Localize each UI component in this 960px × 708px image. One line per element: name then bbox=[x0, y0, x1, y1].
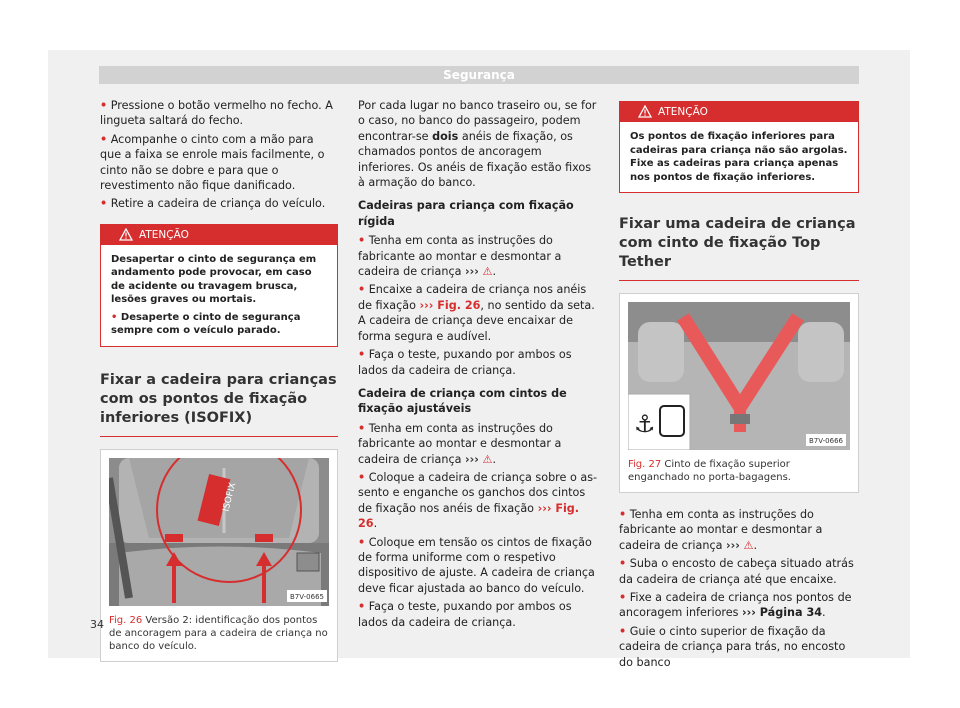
page-header: Segurança bbox=[99, 66, 859, 84]
bullet-text: Tenha em conta as instruções do fabricante ao montar e desmontar a cadeira de criança bbox=[619, 508, 823, 552]
bullet-end: . bbox=[822, 606, 826, 620]
top-tether-illustration bbox=[628, 302, 850, 450]
bullet-text: Faça o teste, puxando por ambos os lados da cadeira de criança. bbox=[358, 600, 572, 629]
intro-bold: dois bbox=[432, 129, 459, 143]
bullet-end: . bbox=[492, 452, 497, 466]
figure-26-image bbox=[109, 458, 329, 606]
bullet-text: Guie o cinto superior de fixação da cadeira de criança para trás, no encosto do banco bbox=[619, 624, 846, 669]
warning-box bbox=[100, 224, 338, 347]
figure-26 bbox=[100, 449, 338, 662]
bullet-text: Coloque a cadeira de criança sobre o assento e enganche os ganchos dos cintos de fixação nos anéis de fixação bbox=[358, 470, 598, 515]
figure-reference-link[interactable]: ››› Fig. 26 bbox=[419, 298, 481, 312]
page-reference-link[interactable]: ››› Página 34 bbox=[742, 606, 823, 620]
seat-isofix-illustration bbox=[109, 458, 329, 606]
figure-27-image bbox=[628, 302, 850, 450]
bullet-text: Pressione o botão vermelho no fecho. A lingueta saltará do fecho. bbox=[100, 99, 333, 128]
isofix-tag: ISOFIX bbox=[221, 481, 239, 513]
bullet-item: • Coloque em tensão os cintos de fixação de forma uniforme com o respetivo dispositivo de ajuste. A cadeira de criança deve ficar ajustada ao banco do veículo. bbox=[358, 535, 595, 595]
warning-box bbox=[619, 101, 859, 193]
subheading-adjustable: Cadeira de criança com cintos de fixação ajustáveis bbox=[358, 386, 567, 416]
reference-link[interactable]: ››› bbox=[465, 452, 479, 466]
bullet-text: Tenha em conta as instruções do fabricante ao montar e desmontar a cadeira de criança bbox=[358, 421, 562, 466]
warning-icon bbox=[638, 105, 652, 118]
figure-reference-link[interactable]: ››› Fig. 26 bbox=[358, 501, 580, 531]
warning-header bbox=[101, 225, 337, 245]
figure-26-caption bbox=[109, 614, 329, 653]
bullet-item: • Pressione o botão vermelho no fecho. A lingueta saltará do fecho. bbox=[100, 99, 333, 128]
warning-ref-icon: ⚠ bbox=[482, 265, 493, 279]
bullet-item: • Coloque a cadeira de criança sobre o assento e enganche os ganchos dos cintos de fixação nos anéis de fixação ››› Fig. 26. bbox=[358, 470, 598, 531]
intro-text: Por cada lugar no banco traseiro ou, se for o caso, no banco do passageiro, podem encontrar-se bbox=[358, 99, 597, 143]
bullet-item: • Faça o teste, puxando por ambos os lados da cadeira de criança. bbox=[358, 348, 572, 377]
warning-bullet-text: Desaperte o cinto de segurança sempre com o veículo parado. bbox=[111, 311, 301, 337]
bullet-item: • Fixe a cadeira de criança nos pontos de ancoragem inferiores ››› Página 34. bbox=[619, 591, 852, 620]
warning-body bbox=[620, 122, 858, 192]
warning-ref-icon: ⚠ bbox=[743, 538, 754, 552]
bullet-item: • Acompanhe o cinto com a mão para que a faixa se enrole mais facilmente, o cinto não se dobre e para que o revestimento não fique danificado. bbox=[100, 132, 325, 193]
figure-code: B7V-0666 bbox=[809, 437, 843, 445]
bullet-item: • Retire a cadeira de criança do veículo. bbox=[100, 197, 326, 211]
intro-text: anéis de fixação, os chamados pontos de ancoragem inferiores. Os anéis de fixação estão fixos à armação do banco. bbox=[358, 129, 592, 190]
figure-code: B7V-0665 bbox=[290, 592, 324, 601]
bullet-item: • Tenha em conta as instruções do fabricante ao montar e desmontar a cadeira de criança ››› ⚠. bbox=[619, 508, 823, 552]
bullet-item: • Guie o cinto superior de fixação da cadeira de criança para trás, no encosto do banco bbox=[619, 624, 846, 669]
warning-body bbox=[101, 245, 337, 346]
column-middle bbox=[358, 98, 600, 633]
warning-label: ATENÇÃO bbox=[139, 228, 189, 241]
figure-label: Fig. 26 bbox=[109, 614, 143, 626]
warning-header bbox=[620, 102, 858, 122]
bullet-text: Coloque em tensão os cintos de fixação de forma uniforme com o respetivo dispositivo de ajuste. A cadeira de criança deve ficar ajustada ao banco do veículo. bbox=[358, 535, 595, 595]
bullet-end: . bbox=[373, 517, 378, 531]
bullet-end: . bbox=[753, 538, 758, 552]
section-title-top-tether: Fixar uma cadeira de criança com cinto de fixação Top Tether bbox=[619, 215, 859, 281]
bullet-text: Encaixe a cadeira de criança nos anéis de fixação bbox=[358, 283, 587, 312]
figure-label: Fig. 27 bbox=[628, 459, 662, 470]
column-left bbox=[100, 98, 338, 662]
bullet-item: • Tenha em conta as instruções do fabricante ao montar e desmontar a cadeira de criança ››› ⚠. bbox=[358, 421, 562, 466]
bullet-text: Retire a cadeira de criança do veículo. bbox=[110, 197, 326, 211]
warning-ref-icon: ⚠ bbox=[482, 452, 493, 466]
column-right bbox=[619, 98, 859, 673]
warning-text: Desapertar o cinto de segurança em andamento pode provocar, em caso de acidente ou travagem brusca, lesões graves ou mortais. bbox=[111, 253, 317, 306]
warning-text: Os pontos de fixação inferiores para cadeiras para criança não são argolas. Fixe as cadeiras para criança apenas nos pontos de fixação inferiores. bbox=[630, 131, 848, 183]
subheading-rigid: Cadeiras para criança com fixação rígida bbox=[358, 199, 574, 228]
bullet-text: Suba o encosto de cabeça situado atrás da cadeira de criança até que encaixe. bbox=[619, 557, 854, 586]
warning-label: ATENÇÃO bbox=[658, 106, 708, 118]
bullet-end: , no sentido da seta. A cadeira de criança deve encaixar de forma segura e audível. bbox=[358, 298, 595, 343]
warning-icon bbox=[119, 228, 133, 241]
tether-instructions bbox=[619, 507, 859, 670]
bullet-item: • Tenha em conta as instruções do fabricante ao montar e desmontar a cadeira de criança ››› ⚠. bbox=[358, 234, 562, 279]
warning-bullet: • Desaperte o cinto de segurança sempre com o veículo parado. bbox=[111, 311, 301, 337]
bullet-text: Tenha em conta as instruções do fabricante ao montar e desmontar a cadeira de criança bbox=[358, 234, 562, 279]
caption-text: Versão 2: identificação dos pontos de ancoragem para a cadeira de criança no banco do veículo. bbox=[109, 614, 328, 652]
figure-27-caption bbox=[628, 458, 850, 484]
bullet-text: Faça o teste, puxando por ambos os lados da cadeira de criança. bbox=[358, 348, 572, 377]
page-number: 34 bbox=[90, 618, 104, 631]
reference-link[interactable]: ››› bbox=[465, 265, 479, 279]
section-title-isofix: Fixar a cadeira para crianças com os pontos de fixação inferiores (ISOFIX) bbox=[100, 371, 338, 437]
bullet-item: • Suba o encosto de cabeça situado atrás da cadeira de criança até que encaixe. bbox=[619, 557, 854, 586]
anchor-icon: ⚓ bbox=[634, 410, 656, 438]
bullet-end: . bbox=[492, 265, 497, 279]
bullet-text: Acompanhe o cinto com a mão para que a faixa se enrole mais facilmente, o cinto não se dobre e para que o revestimento não fique danificado. bbox=[100, 132, 325, 193]
bullet-item: • Faça o teste, puxando por ambos os lados da cadeira de criança. bbox=[358, 600, 572, 629]
intro-paragraph bbox=[358, 98, 600, 190]
reference-link[interactable]: ››› bbox=[726, 538, 740, 552]
bullet-text: Fixe a cadeira de criança nos pontos de ancoragem inferiores bbox=[619, 591, 852, 620]
bullet-item: • Encaixe a cadeira de criança nos anéis de fixação ››› Fig. 26, no sentido da seta. A cadeira de criança deve encaixar de forma segura e audível. bbox=[358, 283, 595, 343]
figure-27 bbox=[619, 293, 859, 493]
caption-text: Cinto de fixação superior enganchado no porta-bagagens. bbox=[628, 459, 791, 483]
